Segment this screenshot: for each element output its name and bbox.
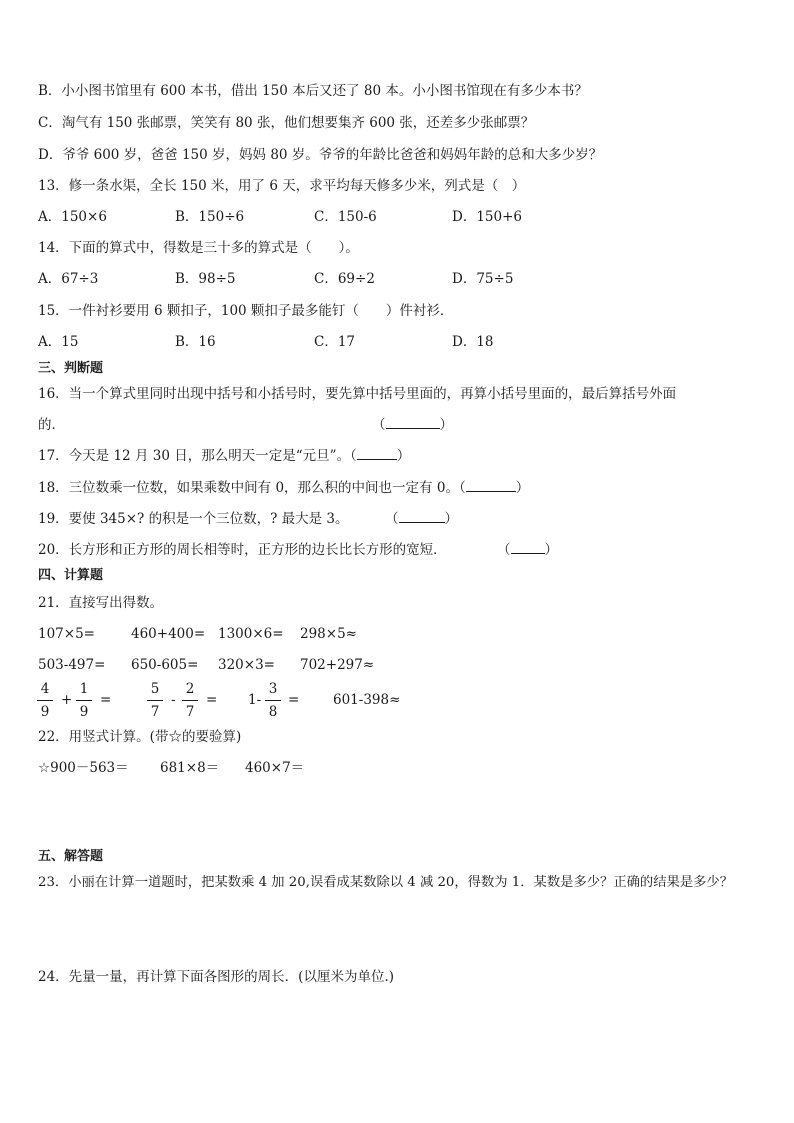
q15-stem: 15．一件衬衫要用 6 颗扣子，100 颗扣子最多能钉（ ）件衬衫．	[38, 303, 454, 319]
q16-line2: 的．	[38, 417, 65, 433]
q21-item: 460+400=	[131, 626, 206, 642]
q22-item: ☆900－563＝	[38, 760, 129, 776]
q19-paren-open: （	[385, 511, 399, 527]
one-minus: 1-	[248, 692, 262, 708]
q19-answer-blank[interactable]	[385, 510, 458, 528]
q21-item: 503-497=	[38, 657, 106, 673]
fraction-denominator: 9	[79, 704, 89, 720]
fraction-numerator: 4	[40, 681, 50, 697]
q13-option-b: B．150÷6	[175, 209, 245, 225]
equals-sign: =	[206, 692, 218, 708]
q20-paren-open: （	[497, 542, 511, 558]
q15-option-d: D．18	[452, 334, 494, 350]
q18-paren-close: ）	[515, 480, 530, 496]
q16-paren-open: （	[372, 417, 386, 433]
q16-line1: 16．当一个算式里同时出现中括号和小括号时，要先算中括号里面的，再算小括号里面的，最后算括号外面	[38, 386, 677, 402]
section-heading-answer: 五、解答题	[38, 849, 104, 864]
fraction-denominator: 8	[268, 704, 278, 720]
q14-stem: 14．下面的算式中，得数是三十多的算式是（ ）。	[38, 240, 359, 256]
q13-option-c: C．150-6	[314, 209, 377, 225]
fraction-denominator: 7	[150, 704, 160, 720]
fraction-1-9	[76, 680, 92, 721]
q16-answer-blank[interactable]	[372, 416, 453, 434]
q21-item: 320×3=	[218, 657, 275, 673]
q13-option-d: D．150+6	[452, 209, 522, 225]
q18-line	[38, 479, 529, 497]
q19-paren-close: ）	[444, 511, 458, 527]
q12-option-b: B．小小图书馆里有 600 本书，借出 150 本后又还了 80 本。小小图书馆现在有多少本书？	[38, 83, 588, 99]
q21-item: 1300×6=	[218, 626, 284, 642]
q19-text: 19．要使 345×? 的积是一个三位数，? 最大是 3。	[38, 511, 349, 527]
q15-option-a: A．15	[38, 334, 79, 350]
equals-sign: =	[100, 692, 112, 708]
q20-paren-close: ）	[544, 542, 558, 558]
q15-option-b: B．16	[175, 334, 216, 350]
q14-option-d: D．75÷5	[452, 271, 514, 287]
fraction-numerator: 3	[268, 681, 278, 697]
q23-text: 23．小丽在计算一道题时，把某数乘 4 加 20,误看成某数除以 4 减 20，得数为 1．某数是多少？正确的结果是多少？	[38, 875, 734, 890]
q13-stem: 13．修一条水渠，全长 150 米，用了 6 天，求平均每天修多少米，列式是（ ）	[38, 178, 526, 194]
fraction-2-7	[182, 680, 198, 721]
q17-paren-close: ）	[396, 448, 411, 464]
fraction-3-8	[265, 680, 281, 721]
q17-line	[38, 447, 410, 465]
q17-text: 17．今天是 12 月 30 日，那么明天一定是“元旦”。（	[38, 448, 357, 464]
q12-option-c: C．淘气有 150 张邮票，笑笑有 80 张，他们想要集齐 600 张，还差多少张邮票？	[38, 115, 535, 131]
plus-sign: +	[61, 692, 73, 708]
fraction-numerator: 5	[150, 681, 160, 697]
q18-blank[interactable]	[466, 479, 516, 492]
q20-blank-line	[511, 541, 545, 554]
q21-item: 107×5=	[38, 626, 95, 642]
q20-text: 20．长方形和正方形的周长相等时，正方形的边长比长方形的宽短．	[38, 542, 447, 558]
section-heading-calculation: 四、计算题	[38, 568, 104, 583]
q13-option-a: A．150×6	[38, 209, 107, 225]
q20-answer-blank[interactable]	[497, 541, 558, 559]
q21-item: 702+297≈	[300, 657, 375, 673]
q15-option-c: C．17	[314, 334, 356, 350]
q12-option-d: D．爷爷 600 岁，爸爸 150 岁，妈妈 80 岁。爷爷的年龄比爸爸和妈妈年龄的总和大多少岁？	[38, 147, 603, 163]
q21-item: 298×5≈	[300, 626, 357, 642]
q14-option-b: B．98÷5	[175, 271, 236, 287]
section-heading-judgement: 三、判断题	[38, 361, 104, 376]
q22-item: 460×7＝	[245, 760, 305, 776]
q21-stem: 21．直接写出得数。	[38, 595, 164, 611]
q22-item: 681×8＝	[160, 760, 220, 776]
fraction-denominator: 9	[40, 704, 50, 720]
q16-paren-close: ）	[439, 417, 453, 433]
q17-blank[interactable]	[357, 447, 397, 460]
fraction-denominator: 7	[185, 704, 195, 720]
q14-option-c: C．69÷2	[314, 271, 375, 287]
fraction-numerator: 1	[79, 681, 89, 697]
fraction-numerator: 2	[185, 681, 195, 697]
minus-sign: -	[171, 692, 176, 708]
q14-option-a: A．67÷3	[38, 271, 99, 287]
fraction-5-7	[147, 680, 163, 721]
equals-sign: =	[288, 692, 300, 708]
fraction-4-9	[37, 680, 53, 721]
q16-blank-line	[386, 416, 440, 429]
q18-text: 18．三位数乘一位数，如果乘数中间有 0，那么积的中间也一定有 0。（	[38, 480, 466, 496]
q24-text: 24．先量一量，再计算下面各图形的周长．(以厘米为单位.)	[38, 969, 395, 985]
q19-blank-line	[399, 510, 445, 523]
q21-item: 601-398≈	[333, 692, 401, 708]
q21-item: 650-605=	[131, 657, 199, 673]
q22-stem: 22．用竖式计算。(带☆的要验算)	[38, 729, 242, 745]
